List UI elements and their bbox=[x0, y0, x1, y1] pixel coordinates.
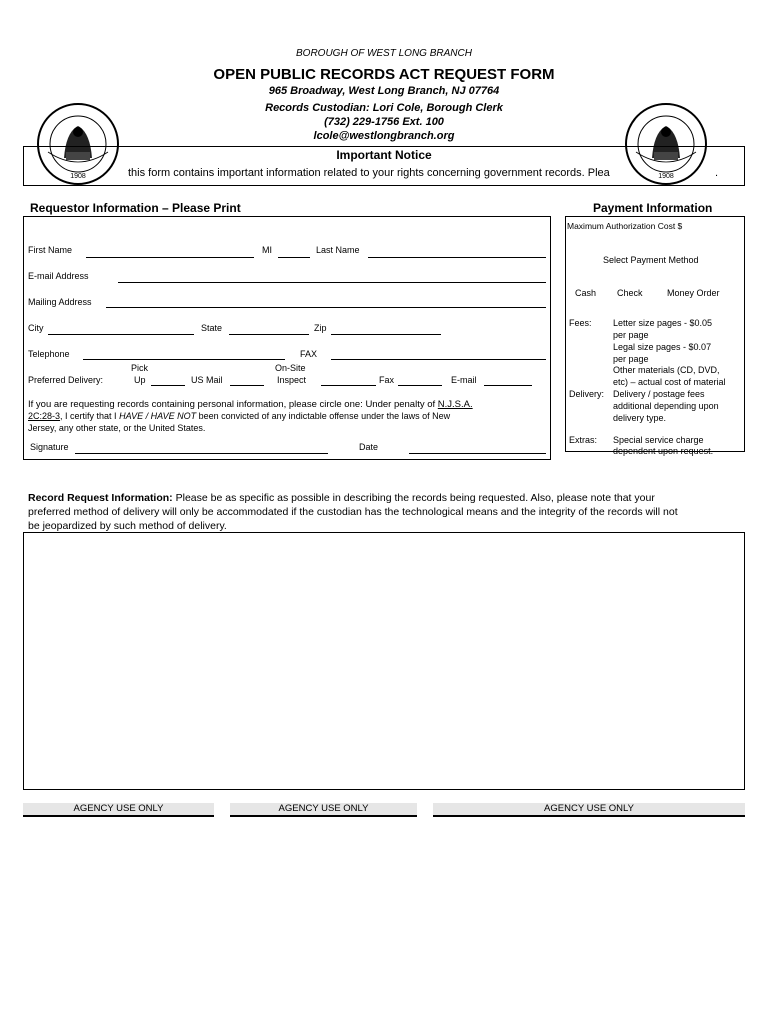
up-label: Up bbox=[134, 375, 146, 385]
personal-info-line3: Jersey, any other state, or the United States. bbox=[28, 423, 206, 433]
signature-label: Signature bbox=[30, 442, 69, 452]
mailing-label: Mailing Address bbox=[28, 297, 92, 307]
state-label: State bbox=[201, 323, 223, 333]
borough-name: BOROUGH OF WEST LONG BRANCH bbox=[296, 48, 472, 59]
fax-delivery-field[interactable] bbox=[398, 385, 442, 386]
agency-use-1: AGENCY USE ONLY bbox=[23, 803, 214, 817]
notice-title: Important Notice bbox=[336, 148, 432, 162]
zip-label: Zip bbox=[314, 323, 327, 333]
address: 965 Broadway, West Long Branch, NJ 07764 bbox=[268, 85, 500, 97]
agency-use-3: AGENCY USE ONLY bbox=[433, 803, 745, 817]
record-request-line2: preferred method of delivery will only be accommodated if the custodian has the technological means and the integrity of the records will not bbox=[28, 506, 678, 518]
personal-info-line2 bbox=[28, 411, 450, 421]
payment-heading: Payment Information bbox=[593, 201, 713, 215]
state-field[interactable] bbox=[229, 334, 309, 335]
have-have-not[interactable]: HAVE / HAVE NOT bbox=[119, 411, 197, 421]
form-title: OPEN PUBLIC RECORDS ACT REQUEST FORM bbox=[213, 66, 555, 83]
preferred-delivery-label: Preferred Delivery: bbox=[28, 375, 104, 385]
delivery-line-2: additional depending upon bbox=[613, 401, 719, 411]
city-label: City bbox=[28, 323, 44, 333]
fees-line-5: Other materials (CD, DVD, bbox=[613, 365, 720, 375]
svg-text:1908: 1908 bbox=[658, 173, 674, 180]
notice-text: this form contains important information related to your rights concerning government records. Plea bbox=[128, 167, 610, 179]
email-delivery-field[interactable] bbox=[484, 385, 532, 386]
extras-line-2: dependent upon request. bbox=[613, 446, 714, 456]
max-cost-label: Maximum Authorization Cost $ bbox=[567, 221, 683, 231]
inspect-label: Inspect bbox=[277, 375, 307, 385]
signature-field[interactable] bbox=[75, 453, 328, 454]
first-name-label: First Name bbox=[28, 245, 73, 255]
city-field[interactable] bbox=[48, 334, 194, 335]
fax-delivery-label: Fax bbox=[379, 375, 395, 385]
fees-line-4: per page bbox=[613, 354, 649, 364]
record-request-textarea[interactable] bbox=[23, 532, 745, 790]
agency-use-2: AGENCY USE ONLY bbox=[230, 803, 417, 817]
fees-line-2: per page bbox=[613, 330, 649, 340]
delivery-line-3: delivery type. bbox=[613, 413, 667, 423]
email-label: E-mail Address bbox=[28, 271, 89, 281]
phone: (732) 229-1756 Ext. 100 bbox=[324, 116, 444, 128]
personal-info-text: If you are requesting records containing personal information, please circle one: Under penalty of bbox=[28, 399, 436, 410]
svg-text:1908: 1908 bbox=[70, 173, 86, 180]
email: lcole@westlongbranch.org bbox=[313, 130, 455, 142]
pick-label: Pick bbox=[131, 363, 149, 373]
email-delivery-label: E-mail bbox=[451, 375, 477, 385]
requestor-heading: Requestor Information – Please Print bbox=[30, 201, 241, 215]
fees-line-3: Legal size pages - $0.07 bbox=[613, 342, 712, 352]
fees-label: Fees: bbox=[569, 318, 592, 328]
record-request-label: Record Request Information: bbox=[28, 492, 173, 504]
last-name-label: Last Name bbox=[316, 245, 360, 255]
check-option[interactable]: Check bbox=[617, 288, 643, 298]
mi-field[interactable] bbox=[278, 257, 310, 258]
last-name-field[interactable] bbox=[368, 257, 546, 258]
extras-label: Extras: bbox=[569, 435, 598, 445]
extras-line-1: Special service charge bbox=[613, 435, 704, 445]
date-field[interactable] bbox=[409, 453, 546, 454]
personal-info-line1 bbox=[28, 399, 473, 410]
njsa-link: N.J.S.A. bbox=[437, 399, 473, 410]
email-field[interactable] bbox=[118, 282, 546, 283]
record-request-info bbox=[28, 491, 744, 533]
fees-line-6: etc) – actual cost of material bbox=[613, 377, 726, 387]
delivery-line-1: Delivery / postage fees bbox=[613, 389, 705, 399]
fees-line-1: Letter size pages - $0.05 bbox=[613, 318, 713, 328]
offense-text: been convicted of any indictable offense under the laws of New bbox=[198, 411, 451, 421]
fax-label: FAX bbox=[300, 349, 318, 359]
record-request-text1: Please be as specific as possible in describing the records being requested. Also, please note that your bbox=[172, 492, 655, 504]
first-name-field[interactable] bbox=[86, 257, 254, 258]
mailing-field[interactable] bbox=[106, 307, 546, 308]
mi-label: MI bbox=[262, 245, 272, 255]
record-request-line3: be jeopardized by such method of delivery. bbox=[28, 520, 227, 532]
onsite-label: On-Site bbox=[275, 363, 306, 373]
money-order-option[interactable]: Money Order bbox=[667, 288, 720, 298]
fax-field[interactable] bbox=[331, 359, 546, 360]
date-label: Date bbox=[359, 442, 379, 452]
statute-ref: 2C:28-3 bbox=[28, 411, 61, 421]
us-mail-label: US Mail bbox=[191, 375, 223, 385]
notice-trail: . bbox=[715, 167, 719, 179]
zip-field[interactable] bbox=[331, 334, 441, 335]
custodian: Records Custodian: Lori Cole, Borough Clerk bbox=[265, 102, 503, 114]
select-payment-label: Select Payment Method bbox=[603, 255, 699, 265]
cash-option[interactable]: Cash bbox=[575, 288, 597, 298]
record-request-line1 bbox=[28, 491, 744, 505]
certify-text: , I certify that I bbox=[60, 411, 117, 421]
telephone-field[interactable] bbox=[83, 359, 285, 360]
pickup-field[interactable] bbox=[151, 385, 185, 386]
delivery-label: Delivery: bbox=[569, 389, 605, 399]
inspect-field[interactable] bbox=[321, 385, 376, 386]
telephone-label: Telephone bbox=[28, 349, 70, 359]
us-mail-field[interactable] bbox=[230, 385, 264, 386]
